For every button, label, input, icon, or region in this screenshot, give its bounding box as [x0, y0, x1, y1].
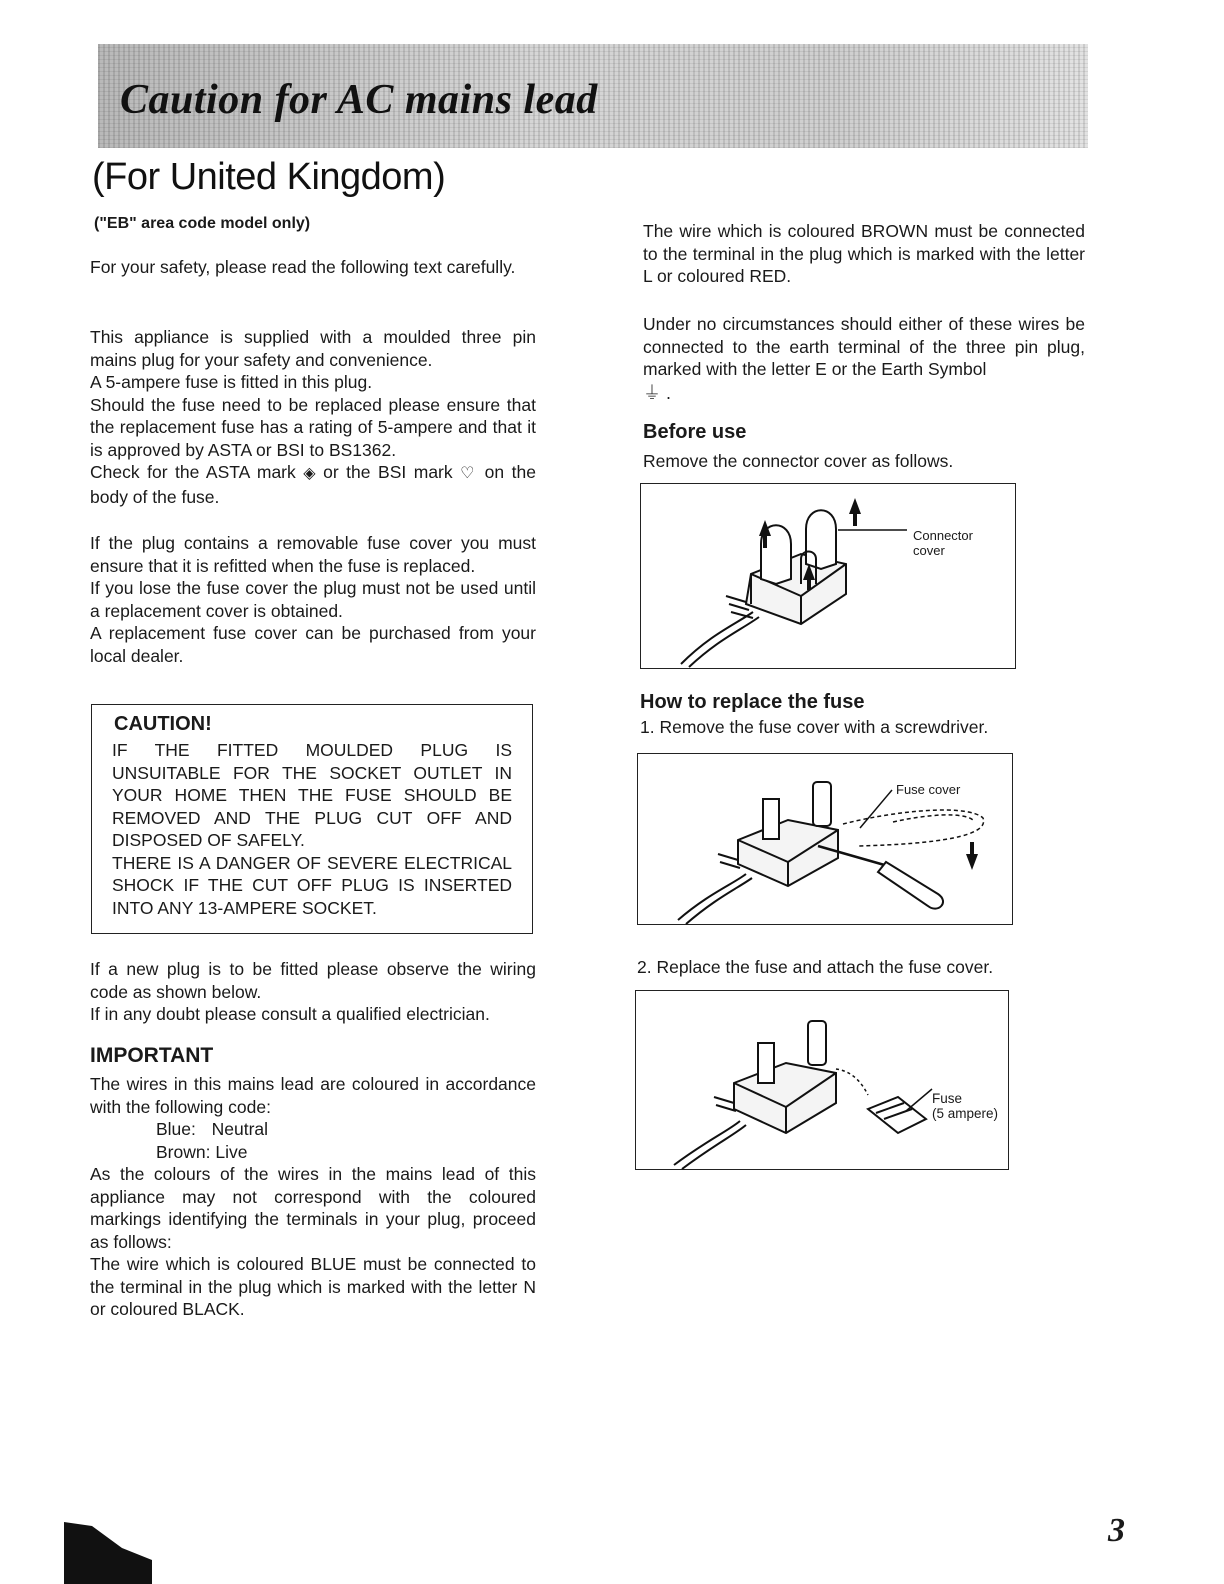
fuse-line-3: Should the fuse need to be replaced please ensure that the replacement fuse has a rating of 5-ampere and that it is approved by ASTA or BSI to BS1362.	[90, 394, 536, 460]
banner-title: Caution for AC mains lead	[120, 77, 598, 123]
important-para-2: The wire which is coloured BLUE must be connected to the terminal in the plug which is marked with the letter N or coloured BLACK.	[90, 1254, 536, 1319]
earth-text: Under no circumstances should either of these wires be connected to the earth terminal of the three pin plug, marked with the letter E or the Earth Symbol	[643, 314, 1085, 379]
fuse-paragraph	[90, 326, 536, 508]
asta-mark-icon: ◈	[303, 465, 316, 482]
screwdriver-illustration	[638, 754, 1014, 926]
page-number: 3	[1108, 1512, 1125, 1549]
fuse-label-l2: (5 ampere)	[932, 1106, 999, 1121]
wire-code-blue	[90, 1118, 536, 1141]
before-use-text: Remove the connector cover as follows.	[643, 451, 954, 471]
intro-paragraph: For your safety, please read the following text carefully.	[90, 257, 516, 277]
fuse-replace-illustration	[636, 991, 1010, 1171]
new-plug-paragraph	[90, 958, 536, 1026]
fuse-line-2: A 5-ampere fuse is fitted in this plug.	[90, 372, 373, 392]
area-code-note: ("EB" area code model only)	[94, 215, 311, 232]
step-2-text: 2. Replace the fuse and attach the fuse cover.	[637, 957, 994, 977]
fuse-cover-line-1: If the plug contains a removable fuse cover you must ensure that it is refitted when the fuse is replaced.	[90, 533, 536, 576]
brown-label: Brown:	[156, 1141, 211, 1162]
new-plug-line-2: If in any doubt please consult a qualified electrician.	[90, 1004, 490, 1024]
connector-cover-label-l2: cover	[913, 543, 945, 558]
caution-text	[112, 739, 512, 919]
caution-box	[91, 704, 533, 934]
figure-remove-fuse-cover	[637, 753, 1013, 925]
caution-title: CAUTION!	[114, 713, 212, 735]
fuse-label-l1: Fuse	[932, 1091, 963, 1106]
step-1-text: 1. Remove the fuse cover with a screwdriver.	[640, 717, 989, 737]
fuse-line-4	[90, 461, 536, 508]
blue-value: Neutral	[211, 1119, 269, 1139]
plug-connector-illustration	[641, 484, 1017, 670]
important-intro: The wires in this mains lead are coloured in accordance with the following code:	[90, 1074, 536, 1117]
earth-symbol-icon: ⏚ .	[643, 382, 672, 403]
caution-text-2: THERE IS A DANGER OF SEVERE ELECTRICAL SHOCK IF THE CUT OFF PLUG IS INSERTED INTO ANY 13-AMPERE SOCKET.	[112, 852, 512, 918]
title-banner	[98, 44, 1088, 148]
earth-paragraph	[643, 313, 1085, 403]
fuse-body-text: on the body of the fuse.	[90, 462, 536, 507]
asta-text: Check for the ASTA mark	[90, 462, 296, 482]
bsi-text: or the BSI mark	[323, 462, 453, 482]
fuse-cover-line-2: If you lose the fuse cover the plug must not be used until a replacement cover is obtained.	[90, 578, 536, 621]
figure-replace-fuse	[635, 990, 1009, 1170]
scan-corner-mark	[62, 1518, 152, 1584]
brown-value: Live	[215, 1141, 248, 1162]
blue-label: Blue:	[156, 1119, 196, 1139]
how-to-replace-title: How to replace the fuse	[640, 691, 865, 713]
fuse-line-1: This appliance is supplied with a moulded three pin mains plug for your safety and convenience.	[90, 327, 536, 370]
page-heading: (For United Kingdom)	[92, 156, 446, 198]
brown-wire-paragraph: The wire which is coloured BROWN must be connected to the terminal in the plug which is marked with the letter L or coloured RED.	[643, 221, 1085, 286]
new-plug-line-1: If a new plug is to be fitted please observe the wiring code as shown below.	[90, 959, 536, 1002]
connector-cover-label-l1: Connector	[913, 528, 973, 543]
fuse-label	[932, 1091, 998, 1121]
bsi-mark-icon: ♡	[460, 465, 478, 482]
fuse-cover-line-3: A replacement fuse cover can be purchased from your local dealer.	[90, 623, 536, 666]
important-section	[90, 1073, 536, 1321]
connector-cover-label	[913, 528, 973, 558]
figure-connector-cover	[640, 483, 1016, 669]
important-para-1: As the colours of the wires in the mains lead of this appliance may not correspond with the coloured markings identifying the terminals in your plug, proceed as follows:	[90, 1164, 536, 1252]
wire-code-brown	[90, 1141, 536, 1164]
fuse-cover-label: Fuse cover	[896, 782, 961, 797]
before-use-title: Before use	[643, 421, 747, 443]
fuse-cover-paragraph	[90, 532, 536, 667]
caution-text-1: IF THE FITTED MOULDED PLUG IS UNSUITABLE FOR THE SOCKET OUTLET IN YOUR HOME THEN THE FUSE SHOULD BE REMOVED AND THE PLUG CUT OFF AND DISPOSED OF SAFELY.	[112, 740, 512, 850]
important-title: IMPORTANT	[90, 1044, 214, 1067]
